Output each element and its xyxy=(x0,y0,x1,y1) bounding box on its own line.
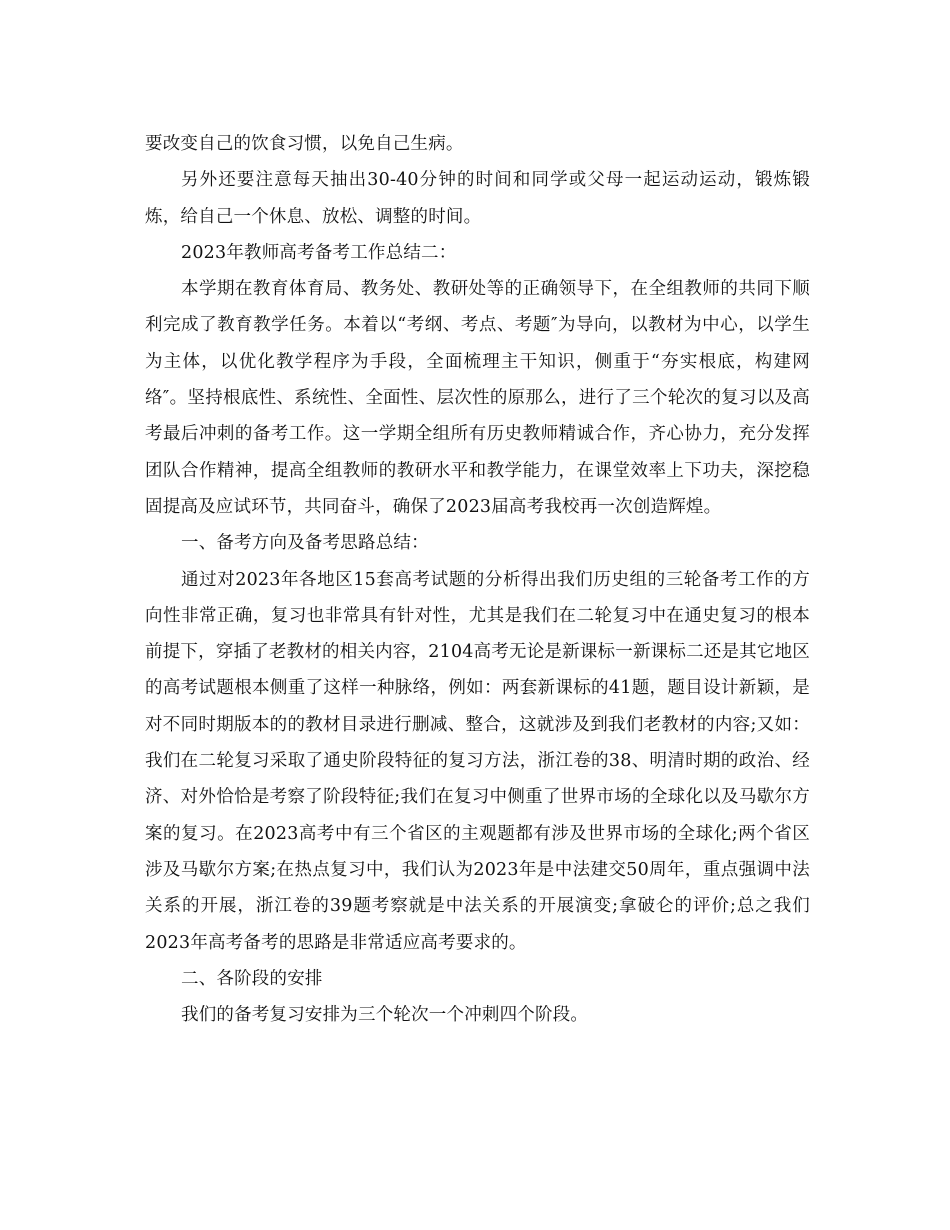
heading-stage-arrangement: 二、各阶段的安排 xyxy=(181,968,323,989)
document-page xyxy=(145,126,810,1033)
paragraph-exercise: 另外还要注意每天抽出30-40分钟的时间和同学或父母一起运动运动，锻炼锻炼，给自己一个休息、放松、调整的时间。 xyxy=(145,170,810,227)
paragraph-review-schedule: 我们的备考复习安排为三个轮次一个冲刺四个阶段。 xyxy=(181,1005,589,1026)
section-title-summary-two: 2023年教师高考备考工作总结二： xyxy=(181,242,457,263)
paragraph-semester-summary: 本学期在教育体育局、教务处、教研处等的正确领导下，在全组教师的共同下顺利完成了教育教学任务。本着以“考纲、考点、考题″为导向，以教材为中心，以学生为主体，以优化教学程序为手段，全面梳理主干知识，侧重于“夯实根底，构建网络″。坚持根底性、系统性、全面性、层次性的原那么，进行了三个轮次的复习以及高考最后冲刺的备考工作。这一学期全组所有历史教师精诚合作，齐心协力，充分发挥团队合作精神，提高全组教师的教研水平和教学能力，在课堂效率上下功夫，深挖稳固提高及应试环节，共同奋斗，确保了2023届高考我校再一次创造辉煌。 xyxy=(145,279,810,517)
heading-direction-and-approach: 一、备考方向及备考思路总结： xyxy=(181,533,429,554)
paragraph-exam-analysis: 通过对2023年各地区15套高考试题的分析得出我们历史组的三轮备考工作的方向性非常正确，复习也非常具有针对性，尤其是我们在二轮复习中在通史复习的根本前提下，穿插了老教材的相关内容，2104高考无论是新课标一新课标二还是其它地区的高考试题根本侧重了这样一种脉络，例如：两套新课标的41题，题目设计新颖，是对不同时期版本的的教材目录进行删减、整合，这就涉及到我们老教材的内容;又如：我们在二轮复习采取了通史阶段特征的复习方法，浙江卷的38、明清时期的政治、经济、对外恰恰是考察了阶段特征;我们在复习中侧重了世界市场的全球化以及马歇尔方案的复习。在2023高考中有三个省区的主观题都有涉及世界市场的全球化;两个省区涉及马歇尔方案;在热点复习中，我们认为2023年是中法建交50周年，重点强调中法关系的开展，浙江卷的39题考察就是中法关系的开展演变;拿破仑的评价;总之我们2023年高考备考的思路是非常适应高考要求的。 xyxy=(145,569,810,953)
paragraph-diet-habits: 要改变自己的饮食习惯，以免自己生病。 xyxy=(145,134,464,154)
